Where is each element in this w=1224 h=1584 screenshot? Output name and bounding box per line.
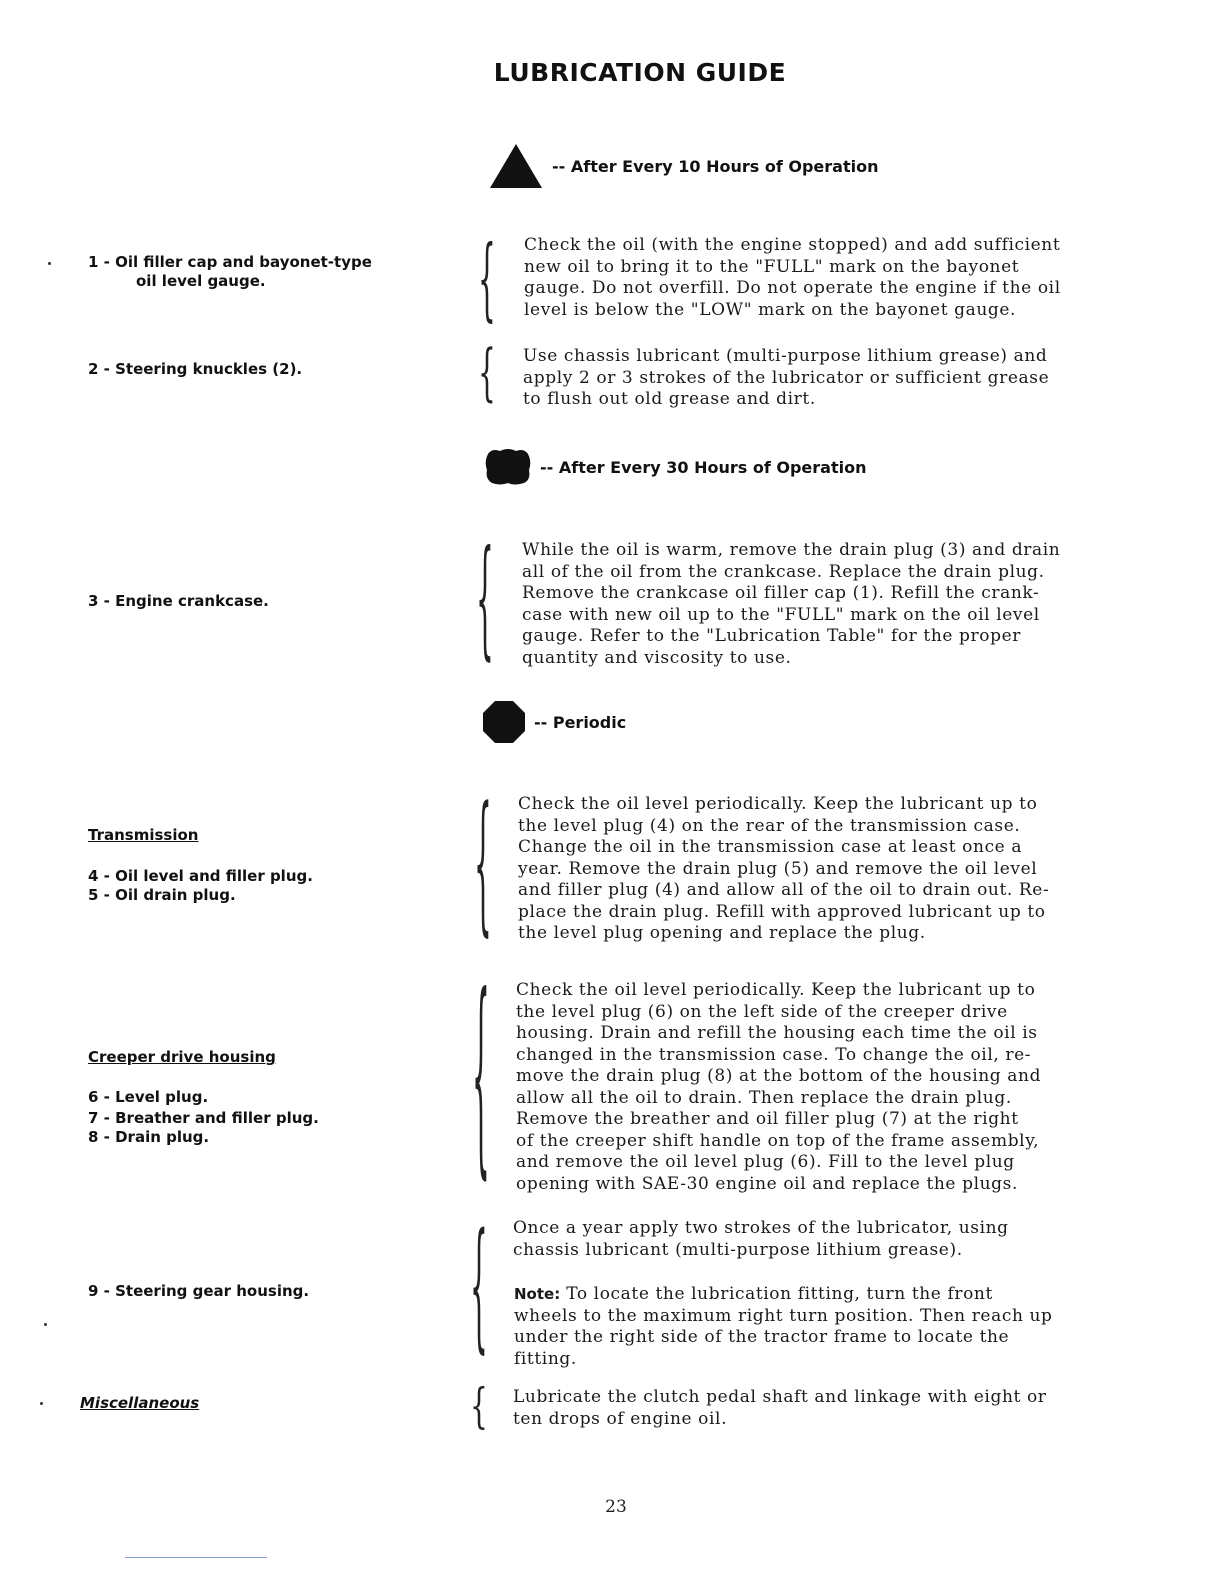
misc-heading (80, 1394, 410, 1413)
text-line: wheels to the maximum right turn position. Then reach up (514, 1305, 1053, 1326)
section-label-30-hours: -- After Every 30 Hours of Operation (540, 457, 867, 477)
text-line: allow all the oil to drain. Then replace the drain plug. (516, 1087, 1012, 1108)
steering-gear-text (513, 1218, 1009, 1261)
text-line: gauge. Do not overfill. Do not operate the engine if the oil (524, 278, 1061, 298)
scan-speck (44, 1323, 47, 1326)
misc-text (513, 1387, 1047, 1430)
text-line: Change the oil in the transmission case at least once a (518, 837, 1023, 857)
scan-speck (48, 262, 51, 265)
creeper-text (516, 980, 1041, 1195)
section-header-10-hours (488, 142, 878, 190)
brace-crankcase: { (476, 522, 494, 674)
text-line: opening with SAE-30 engine oil and replace the plugs. (516, 1173, 1018, 1194)
item-9: 9 - Steering gear housing. (88, 1282, 310, 1300)
brace-transmission: { (474, 773, 492, 952)
text-line: under the right side of the tractor frame to locate the (514, 1327, 1010, 1347)
blob-icon (484, 448, 532, 486)
triangle-icon (488, 142, 544, 190)
text-line: Check the oil level periodically. Keep the lubricant up to (516, 980, 1036, 1000)
crankcase-text (522, 540, 1060, 669)
transmission-heading-text: Transmission (88, 826, 199, 844)
item-8: 8 - Drain plug. (88, 1128, 210, 1146)
text-line: new oil to bring it to the "FULL" mark on the bayonet (524, 256, 1020, 277)
text-line: move the drain plug (8) at the bottom of the housing and (516, 1066, 1042, 1086)
item-2: 2 - Steering knuckles (2). (88, 360, 303, 378)
text-line: the level plug (6) on the left side of the creeper drive (516, 1001, 1008, 1022)
text-line: While the oil is warm, remove the drain plug (3) and drain (522, 540, 1061, 560)
knuckles-text (523, 346, 1049, 411)
text-line: of the creeper shift handle on top of the frame assembly, (516, 1130, 1040, 1151)
text-line: changed in the transmission case. To change the oil, re- (516, 1044, 1032, 1065)
brace-steering-gear: { (470, 1203, 488, 1368)
text-line: Lubricate the clutch pedal shaft and linkage with eight or (513, 1387, 1047, 1407)
text-line: the level plug (4) on the rear of the transmission case. (518, 815, 1021, 836)
text-line: year. Remove the drain plug (5) and remove the oil level (518, 858, 1038, 879)
text-line: the level plug opening and replace the plug. (518, 923, 926, 943)
text-line: Once a year apply two strokes of the lubricator, using (513, 1218, 1009, 1238)
transmission-heading (88, 826, 418, 845)
text-line: quantity and viscosity to use. (522, 647, 792, 668)
section-header-periodic (482, 700, 626, 744)
brace-misc: { (470, 1377, 488, 1434)
text-line: Remove the breather and oil filler plug (7) at the right (516, 1109, 1019, 1129)
text-line: case with new oil up to the "FULL" mark on the oil level (522, 604, 1040, 625)
text-line: and filler plug (4) and allow all of the oil to drain out. Re- (518, 880, 1050, 900)
text-line: Use chassis lubricant (multi-purpose lithium grease) and (523, 346, 1048, 366)
text-line: Remove the crankcase oil filler cap (1). Refill the crank- (522, 583, 1040, 603)
section-label-10-hours: -- After Every 10 Hours of Operation (552, 156, 879, 176)
text-line: level is below the "LOW" mark on the bayonet gauge. (524, 299, 1017, 320)
text-line: all of the oil from the crankcase. Replace the drain plug. (522, 561, 1045, 582)
misc-heading-text: Miscellaneous (80, 1394, 200, 1412)
creeper-heading (88, 1048, 418, 1067)
oil-check-text (524, 235, 1061, 321)
note-text (514, 1284, 1053, 1370)
text-line: fitting. (514, 1348, 577, 1369)
brace-creeper: { (472, 949, 490, 1200)
text-line: Check the oil level periodically. Keep the lubricant up to (518, 794, 1038, 814)
item-6: 6 - Level plug. (88, 1088, 209, 1106)
page-title: LUBRICATION GUIDE (493, 58, 787, 87)
note-label: Note: (514, 1285, 561, 1303)
item-3: 3 - Engine crankcase. (88, 592, 269, 610)
section-header-30-hours (484, 448, 866, 486)
text-line: gauge. Refer to the "Lubrication Table" for the proper (522, 626, 1021, 646)
text-line: to flush out old grease and dirt. (523, 389, 816, 409)
note-first-line (514, 1284, 1053, 1306)
text-line: place the drain plug. Refill with approved lubricant up to (518, 901, 1046, 922)
text-line: housing. Drain and refill the housing each time the oil is (516, 1023, 1038, 1043)
text-line: and remove the oil level plug (6). Fill to the level plug (516, 1152, 1015, 1172)
note-first-line-rest: To locate the lubrication fitting, turn the front (566, 1284, 993, 1304)
brace-knuckles: { (478, 336, 496, 409)
text-line: ten drops of engine oil. (513, 1408, 728, 1429)
footer-rule (125, 1557, 267, 1558)
item-1 (88, 253, 418, 291)
text-line: Check the oil (with the engine stopped) and add sufficient (524, 235, 1061, 255)
creeper-heading-text: Creeper drive housing (88, 1048, 276, 1066)
item-4: 4 - Oil level and filler plug. (88, 867, 313, 885)
item-7: 7 - Breather and filler plug. (88, 1109, 319, 1127)
item-5: 5 - Oil drain plug. (88, 886, 236, 904)
scan-speck (40, 1402, 43, 1405)
section-label-periodic: -- Periodic (534, 712, 627, 732)
transmission-text (518, 794, 1049, 945)
octagon-icon (482, 700, 526, 744)
page-number: 23 (605, 1497, 627, 1517)
item-1-line-1: 1 - Oil filler cap and bayonet-type (88, 253, 372, 271)
text-line: chassis lubricant (multi-purpose lithium grease). (513, 1239, 963, 1260)
brace-oil-check: { (478, 226, 496, 332)
item-1-line-2: oil level gauge. (136, 272, 266, 290)
text-line: apply 2 or 3 strokes of the lubricator or sufficient grease (523, 367, 1050, 388)
